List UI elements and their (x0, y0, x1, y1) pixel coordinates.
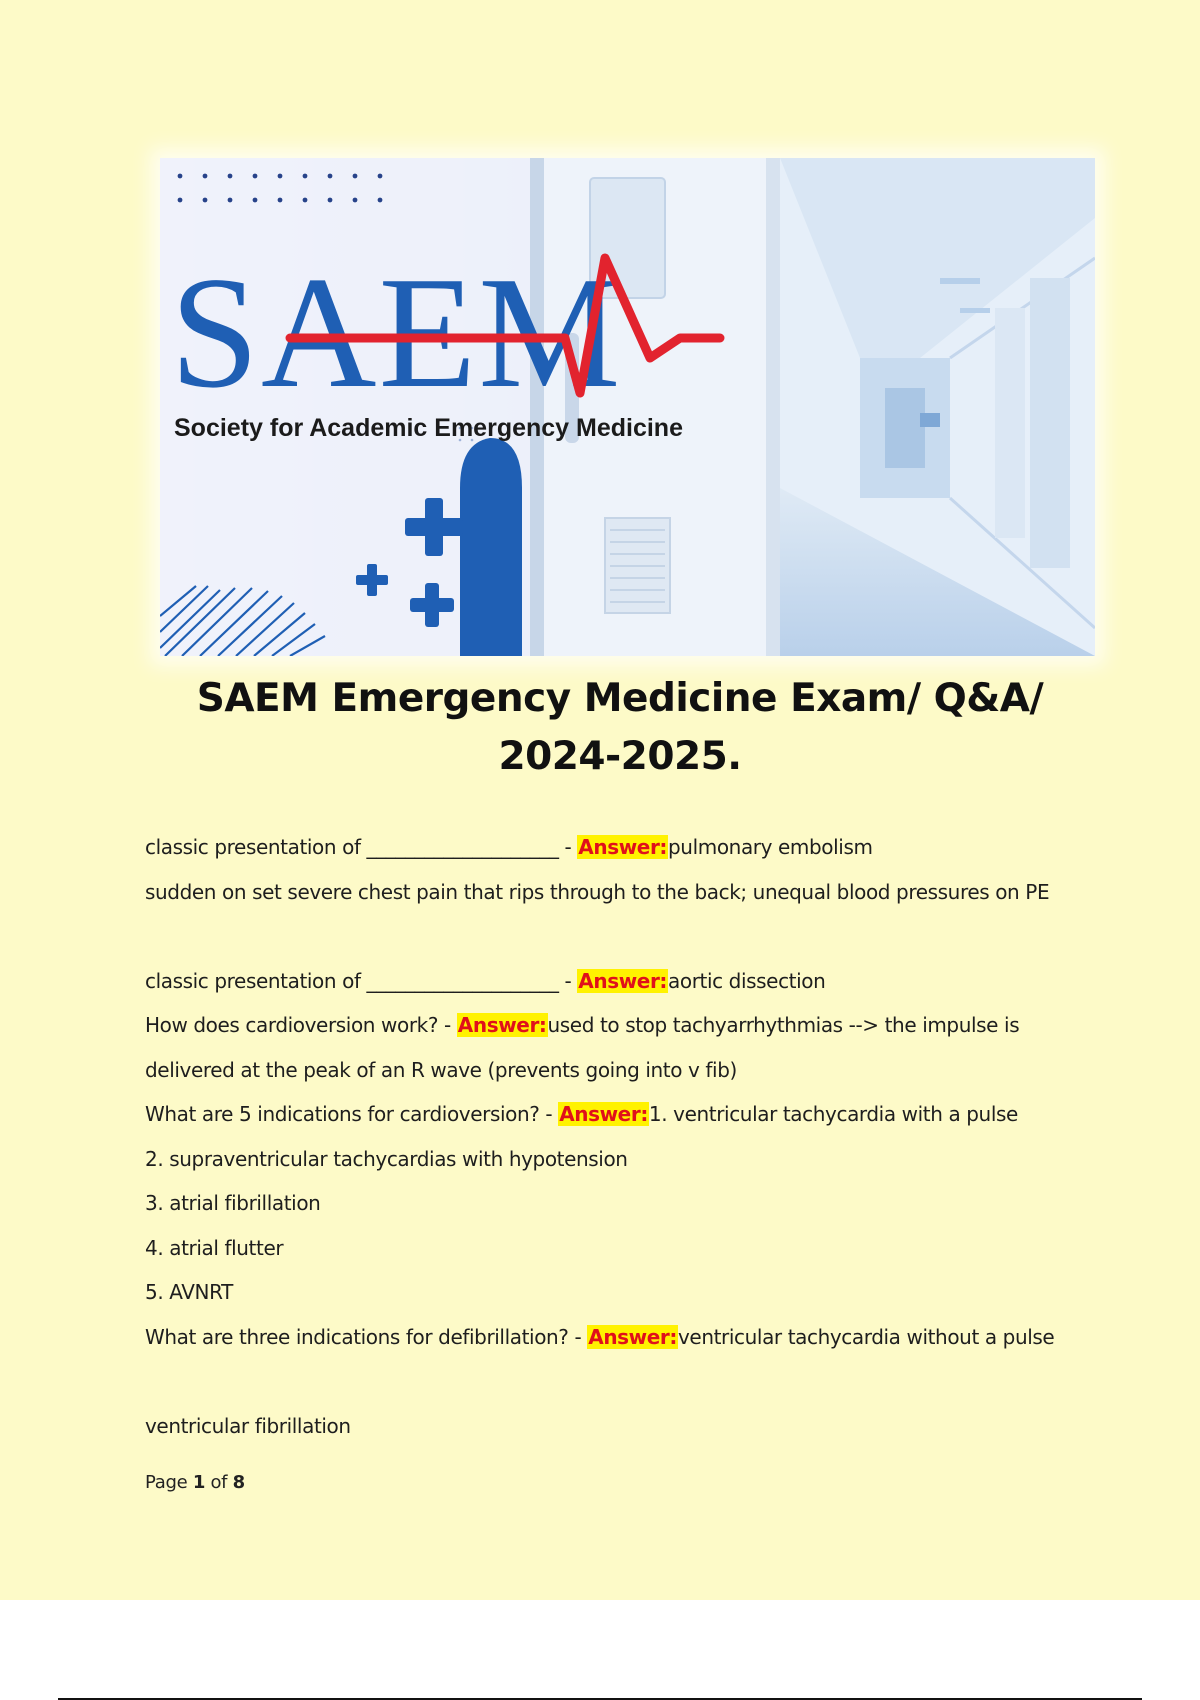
blank-line (145, 914, 1105, 959)
qa-text: 5. AVNRT (145, 1280, 233, 1304)
qa-line (145, 1003, 1105, 1048)
page-number (145, 1472, 245, 1493)
answer-label: Answer: (588, 1324, 677, 1349)
qa-text: 3. atrial fibrillation (145, 1191, 321, 1215)
qa-text: classic presentation of ____________________ - (145, 968, 578, 993)
qa-line (145, 1137, 1105, 1182)
total-pages: 8 (232, 1472, 245, 1493)
logo-acronym: SAEM (170, 243, 623, 421)
current-page: 1 (192, 1472, 206, 1493)
header-banner-image (160, 158, 1095, 656)
qa-text: How does cardioversion work? - (145, 1013, 457, 1037)
answer-label: Answer: (578, 968, 668, 993)
qa-line (145, 825, 1105, 870)
answer-label: Answer: (578, 835, 668, 859)
qa-text: What are three indications for defibrillation? - (145, 1324, 588, 1349)
qa-line (145, 1181, 1105, 1226)
answer-label: Answer: (457, 1013, 547, 1037)
qa-text: ventricular fibrillation (145, 1413, 351, 1438)
answer-text: 1. ventricular tachycardia with a pulse (648, 1102, 1018, 1126)
qa-line (145, 1404, 1105, 1449)
logo-full-name: Society for Academic Emergency Medicine (174, 414, 683, 442)
qa-line (145, 1092, 1105, 1137)
qa-line (145, 1226, 1105, 1271)
qa-text: delivered at the peak of an R wave (prevents going into v fib) (145, 1057, 737, 1082)
qa-line (145, 959, 1105, 1004)
qa-text: classic presentation of ____________________ - (145, 835, 578, 859)
of-word: of (210, 1472, 228, 1493)
qa-text: sudden on set severe chest pain that rips through to the back; unequal blood pressures on PE (145, 879, 1050, 904)
blank-line (145, 1359, 1105, 1404)
qa-line (145, 1048, 1105, 1093)
page-word: Page (145, 1472, 188, 1493)
answer-text: ventricular tachycardia without a pulse (678, 1324, 1055, 1349)
qa-line (145, 1270, 1105, 1315)
answer-label: Answer: (559, 1102, 648, 1126)
qa-line (145, 870, 1105, 915)
qa-text: 2. supraventricular tachycardias with hypotension (145, 1146, 628, 1171)
qa-text: 4. atrial flutter (145, 1235, 284, 1260)
qa-line (145, 1315, 1105, 1360)
answer-text: used to stop tachyarrhythmias --> the impulse is (547, 1013, 1020, 1037)
answer-text: aortic dissection (668, 968, 826, 993)
answer-text: pulmonary embolism (668, 835, 873, 859)
qa-content (145, 825, 1105, 1448)
qa-text: What are 5 indications for cardioversion? - (145, 1102, 559, 1126)
document-title: SAEM Emergency Medicine Exam/ Q&A/ 2024-2025. (196, 676, 1044, 779)
